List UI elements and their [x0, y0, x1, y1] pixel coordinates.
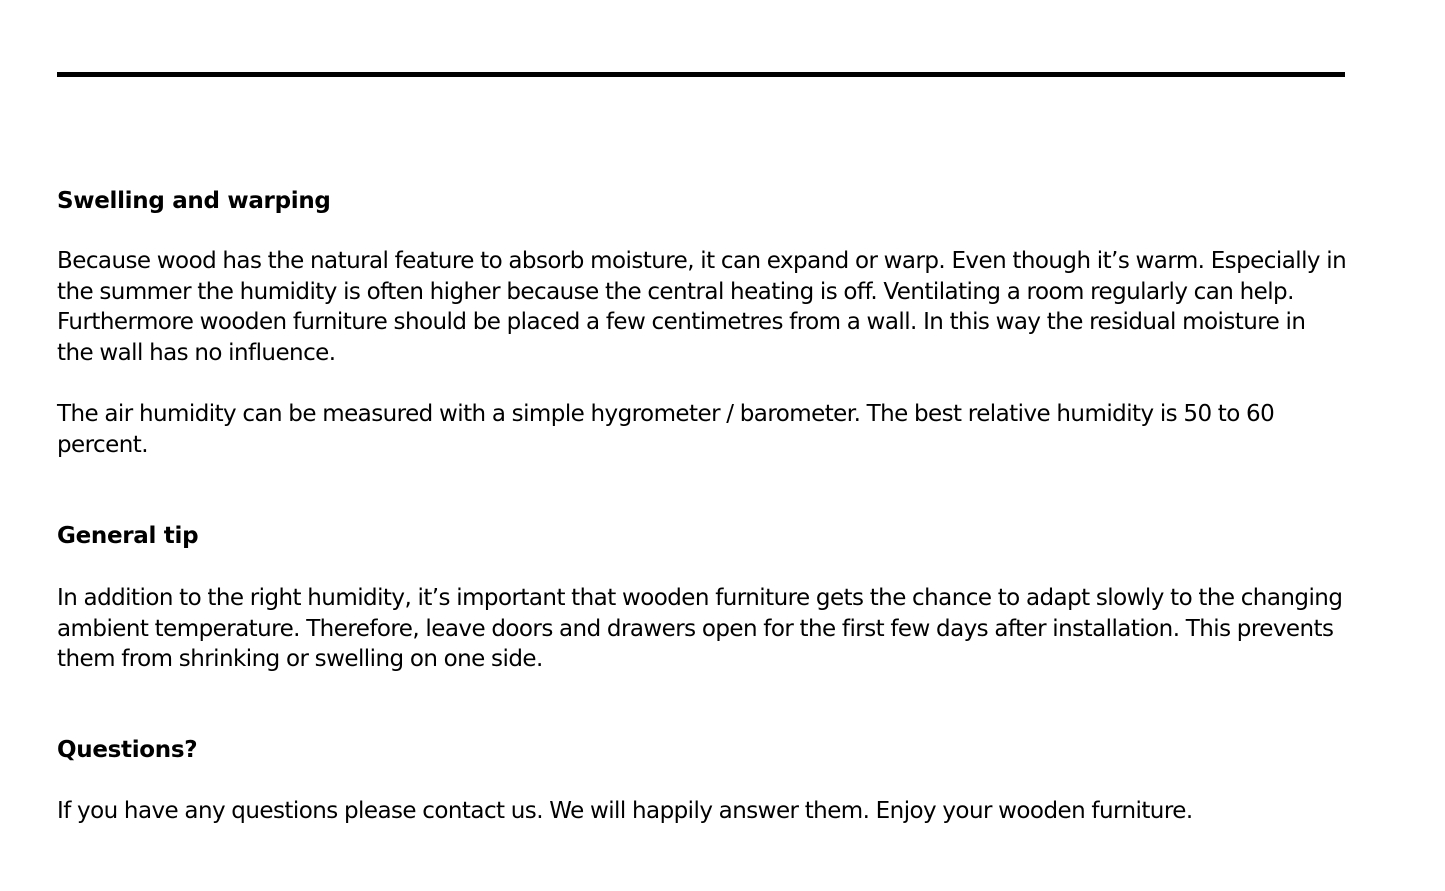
paragraph: If you have any questions please contact us. We will happily answer them. Enjoy your wooden furniture.: [57, 798, 1193, 824]
section-swelling-body-2: [57, 399, 1347, 460]
section-swelling: [57, 186, 1347, 216]
paragraph: Because wood has the natural feature to absorb moisture, it can expand or warp. Even though it’s warm. Especially in the summer the humidity is often higher because the central heating is off. Ventilating a room regularly can help. Furthermore wooden furniture should be placed a few centimetres from a wall. In this way the residual moisture in the wall has no influence.: [57, 248, 1347, 367]
section-heading: Questions?: [57, 737, 198, 763]
section-heading: General tip: [57, 523, 199, 549]
section-general-tip-body: [57, 583, 1347, 675]
section-general-tip: [57, 521, 1347, 551]
section-questions: [57, 735, 1347, 765]
top-divider: [57, 72, 1345, 77]
paragraph: The air humidity can be measured with a simple hygrometer / barometer. The best relative humidity is 50 to 60 percent.: [57, 401, 1275, 458]
section-swelling-body: [57, 246, 1347, 369]
paragraph: In addition to the right humidity, it’s important that wooden furniture gets the chance to adapt slowly to the changing ambient temperature. Therefore, leave doors and drawers open for the first few days after installation. This prevents them from shrinking or swelling on one side.: [57, 585, 1343, 673]
section-questions-body: [57, 796, 1347, 827]
section-heading: Swelling and warping: [57, 188, 331, 214]
